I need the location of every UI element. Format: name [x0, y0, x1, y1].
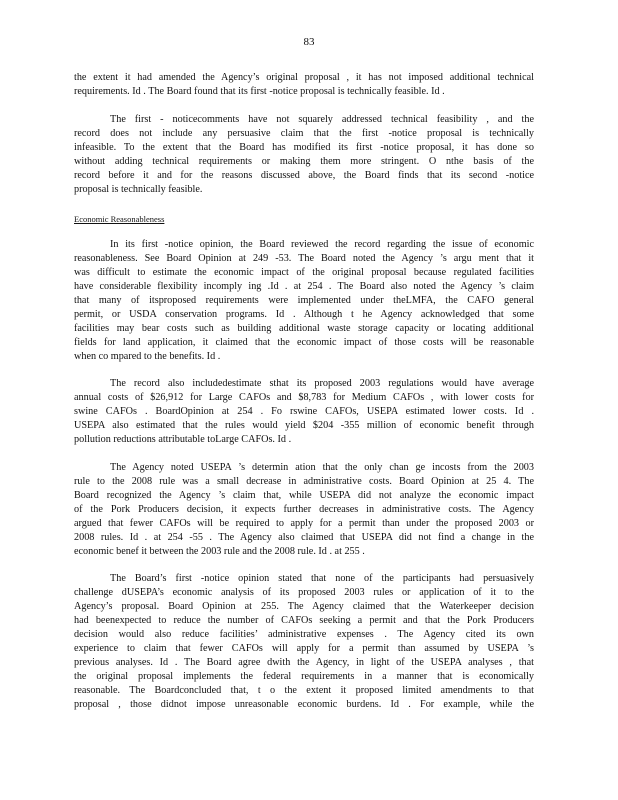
- text-line: argued that fewer CAFOs will be required to apply for a permit than under the proposed 2003 or: [74, 518, 534, 529]
- text-line: USEPA also estimated that the rules would yield $204 -355 million of economic benefit through: [74, 420, 534, 431]
- text-line: The record also includedestimate sthat its proposed 2003 regulations would have average: [110, 378, 534, 389]
- text-line: 2008 rules. Id . at 254 -55 . The Agency also claimed that USEPA did not find a change in the: [74, 532, 534, 543]
- text-line: experience to claim that fewer CAFOs will apply for a permit than assumed by USEPA ’s: [74, 643, 534, 654]
- text-line: reasonable. The Boardconcluded that, t o the extent it proposed limited amendments to that: [74, 685, 534, 696]
- text-line: record does not include any persuasive claim that the first -notice proposal is technically: [74, 128, 534, 139]
- paragraph-1: [74, 71, 534, 99]
- text-line: requirements. Id . The Board found that its first -notice proposal is technically feasible. Id .: [74, 86, 445, 97]
- page-number: 83: [303, 36, 315, 48]
- text-line: The first - noticecomments have not squarely addressed technical feasibility , and the: [110, 114, 534, 125]
- text-line: proposal , those didnot impose unreasonable economic burdens. Id . For example, while the: [74, 699, 534, 710]
- text-line: of the Pork Producers decision, it expects further decreases in administrative costs. The Agency: [74, 504, 534, 515]
- paragraph-4: [74, 377, 534, 447]
- text-line: have considerable flexibility incomply ing .Id . at 254 . The Board also noted the Agency ’s claim: [74, 281, 534, 292]
- text-line: fields for land application, it claimed that the economic impact of those costs will be reasonable: [74, 337, 534, 348]
- text-line: The Board’s first -notice opinion stated that none of the participants had persuasively: [110, 573, 534, 584]
- text-line: Board recognized the Agency ’s claim that, while USEPA did not analyze the economic impact: [74, 490, 534, 501]
- text-line: challenge dUSEPA’s economic analysis of its proposed 2003 rules or application of it to the: [74, 587, 534, 598]
- text-line: the extent it had amended the Agency’s original proposal , it has not imposed additional technical: [74, 72, 534, 83]
- text-line: The Agency noted USEPA ’s determin ation that the only chan ge incosts from the 2003: [110, 462, 534, 473]
- paragraph-5: [74, 461, 534, 559]
- text-line: pollution reductions attributable toLarge CAFOs. Id .: [74, 434, 292, 445]
- text-line: without adding technical requirements or making them more stringent. O nthe basis of the: [74, 156, 534, 167]
- section-heading-block: [74, 213, 534, 225]
- text-line: infeasible. To the extent that the Board has modified its first -notice proposal, it has done so: [74, 142, 534, 153]
- paragraph-3: [74, 238, 534, 364]
- text-line: had beenexpected to reduce the number of CAFOs seeking a permit and that the Pork Producers: [74, 615, 534, 626]
- text-line: rule to the 2008 rule was a small decrease in administrative costs. Board Opinion at 25 4. The: [74, 476, 534, 487]
- text-line: previous analyses. Id . The Board agree dwith the Agency, in light of the USEPA analyses , that: [74, 657, 534, 668]
- text-line: proposal is technically feasible.: [74, 184, 203, 195]
- text-line: In its first -notice opinion, the Board reviewed the record regarding the issue of economic: [110, 239, 534, 250]
- text-line: the original proposal implements the federal requirements in a manner that is economically: [74, 671, 534, 682]
- text-line: annual costs of $26,912 for Large CAFOs and $8,783 for Medium CAFOs , with lower costs for: [74, 392, 534, 403]
- text-line: Agency’s proposal. Board Opinion at 255. The Agency claimed that the Waterkeeper decision: [74, 601, 534, 612]
- text-line: when co mpared to the benefits. Id .: [74, 351, 221, 362]
- text-line: that many of itsproposed requirements were implemented under theLMFA, the CAFO general: [74, 295, 534, 306]
- text-line: was difficult to estimate the economic impact of the original proposal because regulated facilities: [74, 267, 534, 278]
- text-line: economic benef it between the 2003 rule and the 2008 rule. Id . at 255 .: [74, 546, 365, 557]
- section-heading: Economic Reasonableness: [74, 214, 165, 224]
- text-line: permit, or USDA conservation programs. Id . Although t he Agency acknowledged that some: [74, 309, 534, 320]
- text-line: swine CAFOs . BoardOpinion at 254 . Fo rswine CAFOs, USEPA estimated lower costs. Id .: [74, 406, 534, 417]
- text-line: record before it and for the reasons discussed above, the Board finds that its second -notice: [74, 170, 534, 181]
- text-line: decision would also reduce facilities’ administrative expenses . The Agency cited its own: [74, 629, 534, 640]
- text-line: facilities may bear costs such as building additional waste storage capacity or locating additional: [74, 323, 534, 334]
- paragraph-6: [74, 572, 534, 712]
- paragraph-2: [74, 113, 534, 197]
- text-line: reasonableness. See Board Opinion at 249 -53. The Board noted the Agency ’s argu ment that it: [74, 253, 534, 264]
